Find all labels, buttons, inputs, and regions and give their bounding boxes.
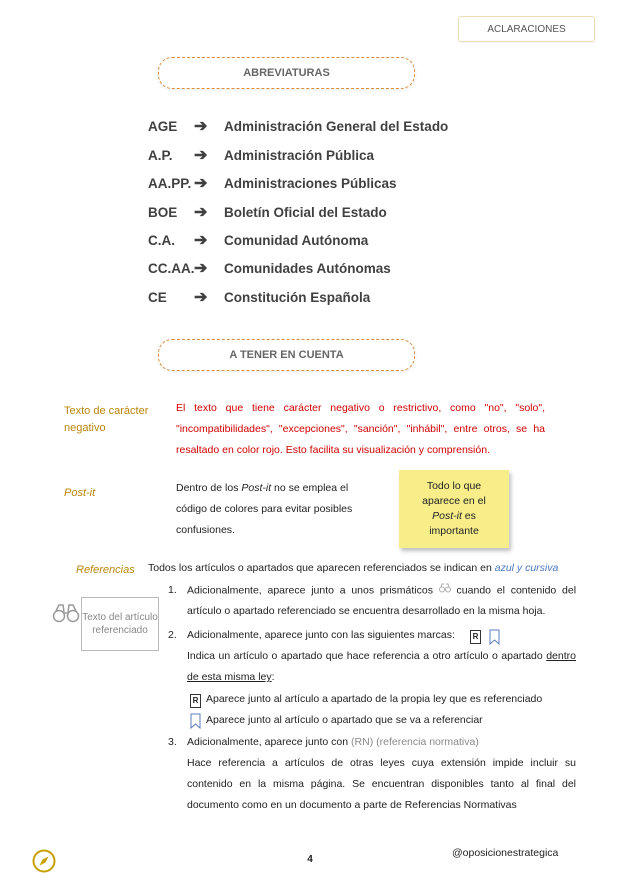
references-intro xyxy=(148,558,578,579)
arrow-right-icon: ➔ xyxy=(194,175,208,192)
abbreviation-row xyxy=(148,115,448,137)
item-2-underline: dentro de esta misma ley xyxy=(187,650,576,683)
postit-note-es: es xyxy=(461,510,476,522)
item-2-desc-text: Indica un artículo o apartado que hace referencia a otro artículo o apartado xyxy=(187,650,547,662)
reference-mark-r-icon: R xyxy=(470,630,481,644)
arrow-right-icon: ➔ xyxy=(194,204,208,221)
item-number: 2. xyxy=(168,629,177,641)
abbreviation-code: BOE xyxy=(148,204,178,220)
abbreviation-code: AGE xyxy=(148,118,178,134)
references-intro-text: Todos los artículos o apartados que aparecen referenciados se indican en xyxy=(148,562,495,574)
arrow-right-icon: ➔ xyxy=(194,118,208,135)
abbreviation-definition: Administración Pública xyxy=(224,147,375,163)
item-2-desc xyxy=(187,646,576,688)
abbreviation-definition: Administración General del Estado xyxy=(224,118,449,134)
arrow-right-icon: ➔ xyxy=(194,260,208,277)
item-3-lead-text: Adicionalmente, aparece junto con xyxy=(187,736,352,748)
arrow-right-icon: ➔ xyxy=(194,232,208,249)
abbreviation-row xyxy=(148,229,368,251)
item-3-lead xyxy=(187,732,576,753)
abbreviation-definition: Boletín Oficial del Estado xyxy=(224,204,387,220)
arrow-right-icon: ➔ xyxy=(194,289,208,306)
binoculars-icon xyxy=(439,580,451,601)
mark-1-text: Aparece junto al artículo a apartado de la propia ley que es referenciado xyxy=(206,693,543,705)
item-1-lead: Adicionalmente, aparece junto a unos prismáticos xyxy=(187,584,433,597)
item-number: 3. xyxy=(168,736,177,748)
abbreviation-definition: Administraciones Públicas xyxy=(224,175,397,191)
abbreviation-definition: Constitución Española xyxy=(224,289,371,305)
negative-label: Texto de carácter negativo xyxy=(64,405,149,434)
postit-note-line: Todo lo que xyxy=(426,480,482,492)
postit-note-line: importante xyxy=(429,525,479,537)
postit-text-part: Dentro de los xyxy=(176,482,242,494)
abbreviation-code: A.P. xyxy=(148,147,173,163)
abbreviation-definition: Comunidades Autónomas xyxy=(224,260,391,276)
item-2-lead: Adicionalmente, aparece junto con las siguientes marcas: xyxy=(187,629,455,641)
item-3-desc: Hace referencia a artículos de otras leyes cuya extensión impide incluir su contenido en la misma página. Se encuentran disponibles tanto al final del documento como en un documento a parte de Referencias Normativas xyxy=(187,757,576,811)
bookmark-icon xyxy=(190,713,201,734)
item-3-gray: (RN) (referencia normativa) xyxy=(351,736,479,748)
abbreviation-row xyxy=(148,201,387,223)
postit-note xyxy=(399,470,509,548)
abbreviation-code: AA.PP. xyxy=(148,175,192,191)
references-label: Referencias xyxy=(76,564,135,576)
item-2-colon: : xyxy=(271,671,275,683)
item-1-cont: cuando el contenido del artículo o apartado referenciado se encuentra desarrollado en la misma hoja. xyxy=(187,584,577,618)
footer-handle: @oposicionestrategica xyxy=(452,847,559,859)
postit-label: Post-it xyxy=(64,487,96,499)
abbreviation-definition: Comunidad Autónoma xyxy=(224,232,369,248)
item-number: 1. xyxy=(168,584,177,596)
header-tab: ACLARACIONES xyxy=(458,16,595,42)
abbreviation-code: CE xyxy=(148,289,167,305)
postit-text-italic: Post-it xyxy=(241,482,272,494)
reference-mark-r-icon: R xyxy=(190,694,201,708)
abbreviation-row xyxy=(148,286,370,308)
abbreviation-row xyxy=(148,144,374,166)
abbreviation-row xyxy=(148,257,391,279)
abbreviation-code: CC.AA. xyxy=(148,260,195,276)
item-1-text xyxy=(187,580,576,622)
compass-icon xyxy=(32,849,56,878)
postit-note-line: aparece en el xyxy=(422,495,486,507)
abbreviation-code: C.A. xyxy=(148,232,175,248)
mark-2-text: Aparece junto al artículo o apartado que se va a referenciar xyxy=(206,714,483,726)
binoculars-icon xyxy=(52,603,80,628)
references-intro-highlight: azul y cursiva xyxy=(494,562,559,574)
abbreviations-title: ABREVIATURAS xyxy=(158,57,415,89)
abbreviation-row xyxy=(148,172,397,194)
postit-text xyxy=(176,478,372,541)
postit-note-line xyxy=(399,509,509,524)
notes-title: A TENER EN CUENTA xyxy=(158,339,415,371)
postit-note-italic: Post-it xyxy=(432,510,462,522)
postit-text-part: no se emplea el código de colores para evitar posibles confusiones. xyxy=(176,482,353,536)
reference-box: Texto del artículo referenciado xyxy=(81,597,159,651)
page-number: 4 xyxy=(307,854,313,865)
negative-text: El texto que tiene carácter negativo o restrictivo, como "no", "solo", "incompatibilidades", "excepciones", "sanción", "inhábil", entre otros, se ha resaltado en color rojo. Esto facilita su visualización y comprensión. xyxy=(176,402,545,456)
arrow-right-icon: ➔ xyxy=(194,147,208,164)
